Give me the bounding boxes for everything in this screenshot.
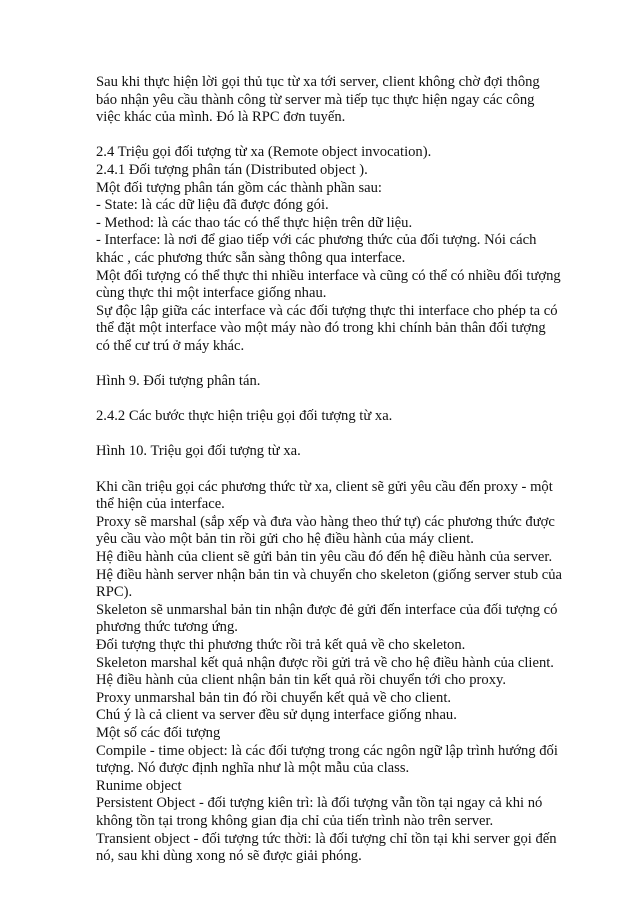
text-line: có thể cư trú ở máy khác.	[96, 337, 245, 354]
text-line: Hệ điều hành của client sẽ gửi bản tin yêu cầu đó đến hệ điều hành của server.	[96, 549, 553, 566]
text-line: Runime object	[96, 777, 182, 794]
text-line: Skeleton sẽ unmarshal bản tin nhận được đẻ gửi đến interface của đối tượng có	[96, 601, 558, 618]
text-line: thể đặt một interface vào một máy nào đó trong khi chính bản thân đối tượng	[96, 320, 546, 337]
list-item: - Interface: là nơi để giao tiếp với các phương thức của đối tượng. Nói cách	[96, 232, 537, 249]
paragraph-invocation-steps	[96, 478, 563, 866]
document-page	[96, 74, 563, 866]
caption-text: Hình 9. Đối tượng phân tán.	[96, 373, 261, 390]
text-line: Proxy unmarshal bản tin đó rồi chuyển kết quả về cho client.	[96, 689, 452, 706]
figure-caption-9	[96, 373, 556, 391]
subsection-heading: 2.4.2 Các bước thực hiện triệu gọi đối tượng từ xa.	[96, 408, 393, 425]
text-line: không tồn tại trong không gian địa chỉ của tiến trình nào trên server.	[96, 812, 494, 829]
section-heading: 2.4 Triệu gọi đối tượng từ xa (Remote object invocation).	[96, 144, 432, 161]
text-line: Khi cần triệu gọi các phương thức từ xa, client sẽ gửi yêu cầu đến proxy - một	[96, 478, 553, 495]
text-line: yêu cầu vào một bản tin rồi gửi cho hệ điều hành của máy client.	[96, 531, 474, 548]
text-line: khác , các phương thức sẵn sàng thông qua interface.	[96, 249, 406, 266]
text-line: Sau khi thực hiện lời gọi thủ tục từ xa tới server, client không chờ đợi thông	[96, 74, 540, 90]
text-line: Compile - time object: là các đối tượng trong các ngôn ngữ lập trình hướng đối	[96, 742, 558, 759]
figure-caption-10	[96, 443, 556, 461]
text-line: Persistent Object - đối tượng kiên trì: là đối tượng vẫn tồn tại ngay cả khi nó	[96, 795, 543, 812]
text-line: Một đối tượng có thể thực thi nhiều interface và cũng có thể có nhiều đối tượng	[96, 267, 561, 284]
text-line: Transient object - đối tượng tức thời: là đối tượng chỉ tồn tại khi server gọi đến	[96, 830, 557, 847]
text-line: RPC).	[96, 584, 133, 601]
text-line: Sự độc lập giữa các interface và các đối tượng thực thi interface cho phép ta có	[96, 302, 558, 319]
text-line: báo nhận yêu cầu thành công từ server mà tiếp tục thực hiện ngay các công	[96, 91, 535, 108]
paragraph-distributed-object	[96, 144, 561, 355]
subsection-steps	[96, 408, 556, 426]
text-line: việc khác của mình. Đó là RPC đơn tuyến.	[96, 109, 346, 126]
list-item: - State: là các dữ liệu đã được đóng gói.	[96, 197, 329, 214]
text-line: Một số các đối tượng	[96, 724, 221, 741]
text-line: Đối tượng thực thi phương thức rồi trả kết quả về cho skeleton.	[96, 637, 466, 653]
text-line: phương thức tương ứng.	[96, 619, 238, 636]
text-line: Chú ý là cả client va server đều sử dụng interface giống nhau.	[96, 707, 457, 724]
text-line: cùng thực thi một interface giống nhau.	[96, 285, 327, 302]
text-line: Hệ điều hành server nhận bản tin và chuyển cho skeleton (giống server stub của	[96, 566, 563, 583]
caption-text: Hình 10. Triệu gọi đối tượng từ xa.	[96, 443, 301, 460]
text-line: thể hiện của interface.	[96, 496, 225, 513]
text-line: nó, sau khi dùng xong nó sẽ được giải phóng.	[96, 848, 362, 865]
text-line: Skeleton marshal kết quả nhận được rồi gửi trả về cho hệ điều hành của client.	[96, 654, 554, 671]
text-line: Một đối tượng phân tán gồm các thành phần sau:	[96, 179, 382, 196]
text-line: tượng. Nó được định nghĩa như là một mẫu của class.	[96, 760, 410, 777]
list-item: - Method: là các thao tác có thể thực hiện trên dữ liệu.	[96, 214, 413, 231]
text-line: Hệ điều hành của client nhận bản tin kết quả rồi chuyển tới cho proxy.	[96, 672, 506, 689]
paragraph-rpc-oneway	[96, 74, 556, 127]
text-line: Proxy sẽ marshal (sắp xếp và đưa vào hàng theo thứ tự) các phương thức được	[96, 513, 555, 530]
subsection-heading: 2.4.1 Đối tượng phân tán (Distributed object ).	[96, 161, 368, 178]
